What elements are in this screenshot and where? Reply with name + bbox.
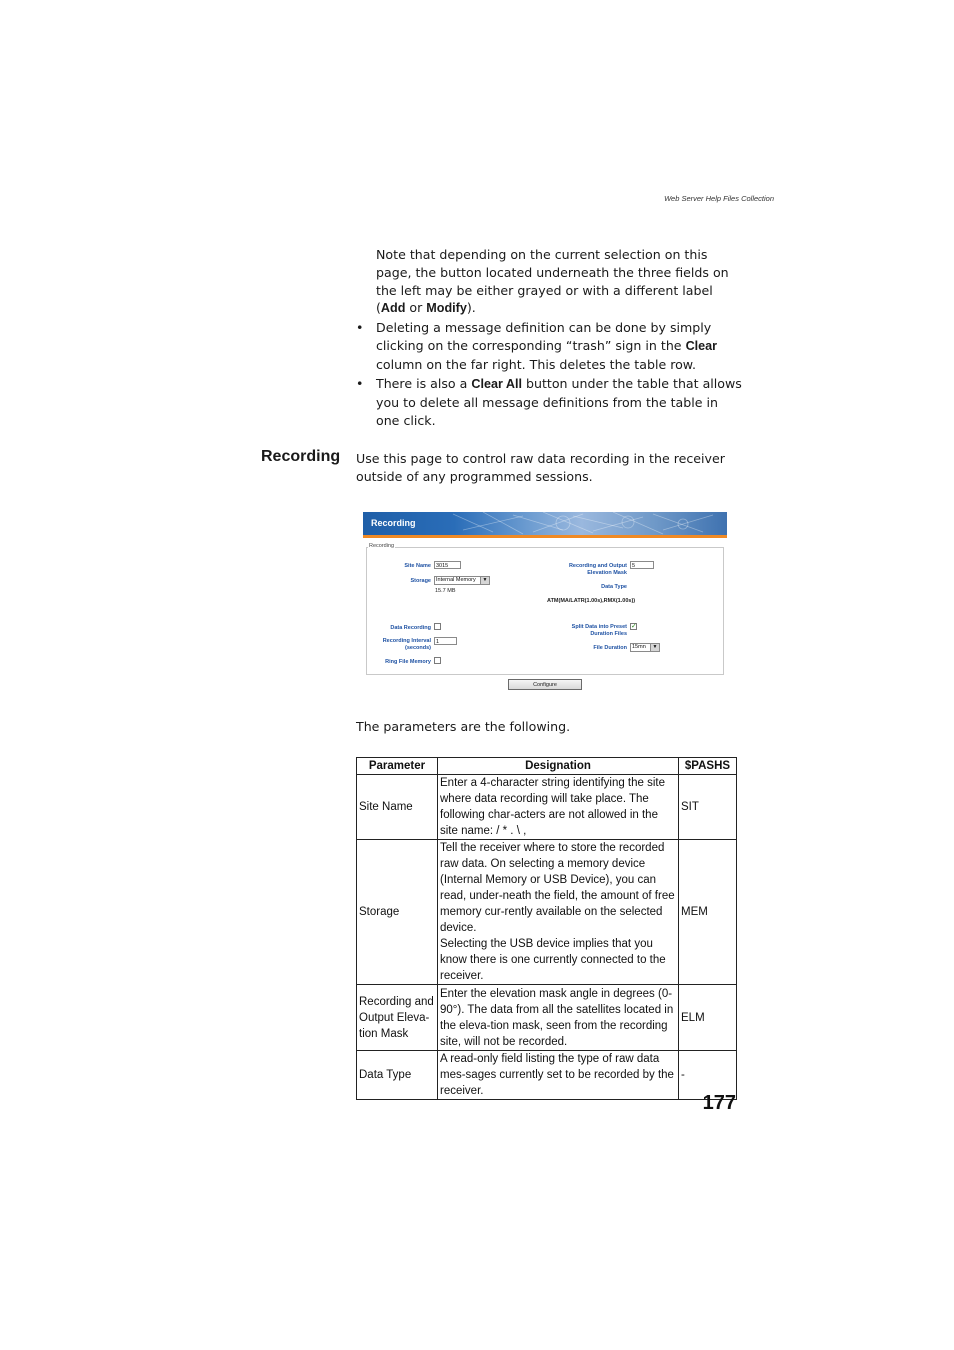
note-text-1: Note that depending on the current selection on this page, the button located underneath the three fields on the left may be either grayed or with a different label ( — [376, 247, 729, 316]
pashs-cell: MEM — [679, 840, 737, 985]
banner-title: Recording — [371, 518, 416, 528]
bullet-dot: • — [356, 376, 364, 391]
running-header: Web Server Help Files Collection — [664, 194, 774, 203]
elevation-mask-label-line: Recording and Output — [568, 563, 627, 569]
chevron-down-icon: ▼ — [480, 577, 489, 584]
bullet-item-delete — [356, 319, 742, 373]
modify-label: Modify — [426, 301, 467, 316]
parameter-cell: Site Name — [357, 775, 438, 840]
parameter-cell: Data Type — [357, 1051, 438, 1100]
clear-label: Clear — [685, 338, 718, 353]
clear-all-label: Clear All — [471, 377, 522, 391]
note-or: or — [405, 300, 427, 316]
pashs-cell: ELM — [679, 985, 737, 1051]
file-duration-value: 15mn — [632, 644, 646, 650]
table-row — [357, 775, 737, 840]
designation-cell: A read-only field listing the type of raw data mes-sages currently set to be recorded by the receiver. — [438, 1051, 679, 1100]
designation-cell — [438, 840, 679, 985]
bullet-text-part: There is also a — [376, 376, 472, 391]
data-recording-label: Data Recording — [390, 625, 431, 631]
recording-screenshot — [363, 512, 727, 692]
designation-cell: Enter the elevation mask angle in degrees (0-90°). The data from all the satellites located in the eleva-tion mask, seen from the recording site, will not be recorded. — [438, 985, 679, 1051]
banner-stripe — [363, 535, 727, 538]
data-type-label: Data Type — [601, 584, 627, 590]
add-label: Add — [380, 301, 406, 316]
data-type-value: ATM(MA/LATR(1.00s),RMX(1.00s)) — [547, 598, 636, 604]
bullet-text-part: column on the far right. This deletes the table row. — [376, 356, 696, 372]
storage-select[interactable] — [434, 576, 490, 585]
designation-text: Selecting the USB device implies that you know there is one currently connected to the receiver. — [440, 938, 666, 982]
pashs-cell: - — [679, 1051, 737, 1100]
designation-text: Tell the receiver where to store the recorded raw data. On selecting a memory device (Internal Memory or USB Device), you can read, under-neath the field, the amount of free memory cur-rently available on the selected device. — [440, 842, 675, 934]
column-header-pashs: $PASHS — [679, 758, 737, 775]
split-data-label — [543, 624, 627, 638]
storage-value: Internal Memory — [436, 577, 476, 583]
free-memory-value: 15.7 MB — [435, 588, 456, 594]
file-duration-label: File Duration — [593, 645, 627, 651]
page-number: 177 — [702, 1092, 736, 1114]
table-row — [357, 985, 737, 1051]
table-header-row — [357, 758, 737, 775]
column-header-designation: Designation — [438, 758, 679, 775]
parameter-cell: Storage — [357, 840, 438, 985]
note-paragraph — [376, 246, 742, 318]
chevron-down-icon: ▼ — [650, 644, 659, 651]
recording-interval-label-line: Recording Interval — [382, 638, 431, 644]
bullet-text — [376, 375, 742, 429]
parameters-table — [356, 757, 737, 1100]
page-banner — [363, 512, 727, 538]
bullet-item-clear-all — [356, 375, 742, 429]
site-name-label: Site Name — [404, 563, 431, 569]
column-header-parameter: Parameter — [357, 758, 438, 775]
elevation-mask-input[interactable]: 5 — [630, 561, 654, 569]
bullet-text-part: button under the table that allows you to delete all message definitions from the table in one click. — [376, 376, 742, 428]
file-duration-select[interactable] — [630, 643, 660, 652]
designation-cell: Enter a 4-character string identifying the site where data recording will take place. The following char-acters are not allowed in the site name: / * . \ , — [438, 775, 679, 840]
note-text-2: ). — [466, 300, 476, 316]
bullet-dot: • — [356, 320, 364, 335]
split-data-label-line: Split Data into Preset — [571, 624, 627, 630]
split-data-checkbox[interactable]: ✓ — [631, 623, 637, 630]
ring-file-memory-label: Ring File Memory — [385, 659, 431, 665]
bullet-text-part: Deleting a message definition can be done by simply clicking on the corresponding “trash” sign in the — [376, 320, 712, 353]
params-intro: The parameters are the following. — [356, 719, 571, 734]
fieldset-legend: Recording — [369, 543, 395, 549]
configure-button[interactable]: Configure — [508, 679, 582, 690]
map-pattern-graphic — [363, 512, 727, 535]
table-row — [357, 840, 737, 985]
storage-label: Storage — [410, 578, 431, 584]
pashs-cell: SIT — [679, 775, 737, 840]
section-heading: Recording — [261, 448, 341, 465]
split-data-label-line: Duration Files — [590, 631, 627, 637]
recording-interval-label — [373, 638, 431, 652]
section-intro: Use this page to control raw data recording in the receiver outside of any programmed sessions. — [356, 451, 725, 484]
elevation-mask-label — [543, 563, 627, 577]
ring-file-memory-checkbox[interactable] — [434, 657, 441, 664]
recording-interval-label-line: (seconds) — [405, 645, 431, 651]
recording-interval-input[interactable]: 1 — [434, 637, 457, 645]
elevation-mask-label-line: Elevation Mask — [587, 570, 627, 576]
site-name-input[interactable]: 3015 — [434, 561, 461, 569]
data-recording-checkbox[interactable] — [434, 623, 441, 630]
parameter-cell: Recording and Output Eleva-tion Mask — [357, 985, 438, 1051]
bullet-text — [376, 319, 742, 373]
